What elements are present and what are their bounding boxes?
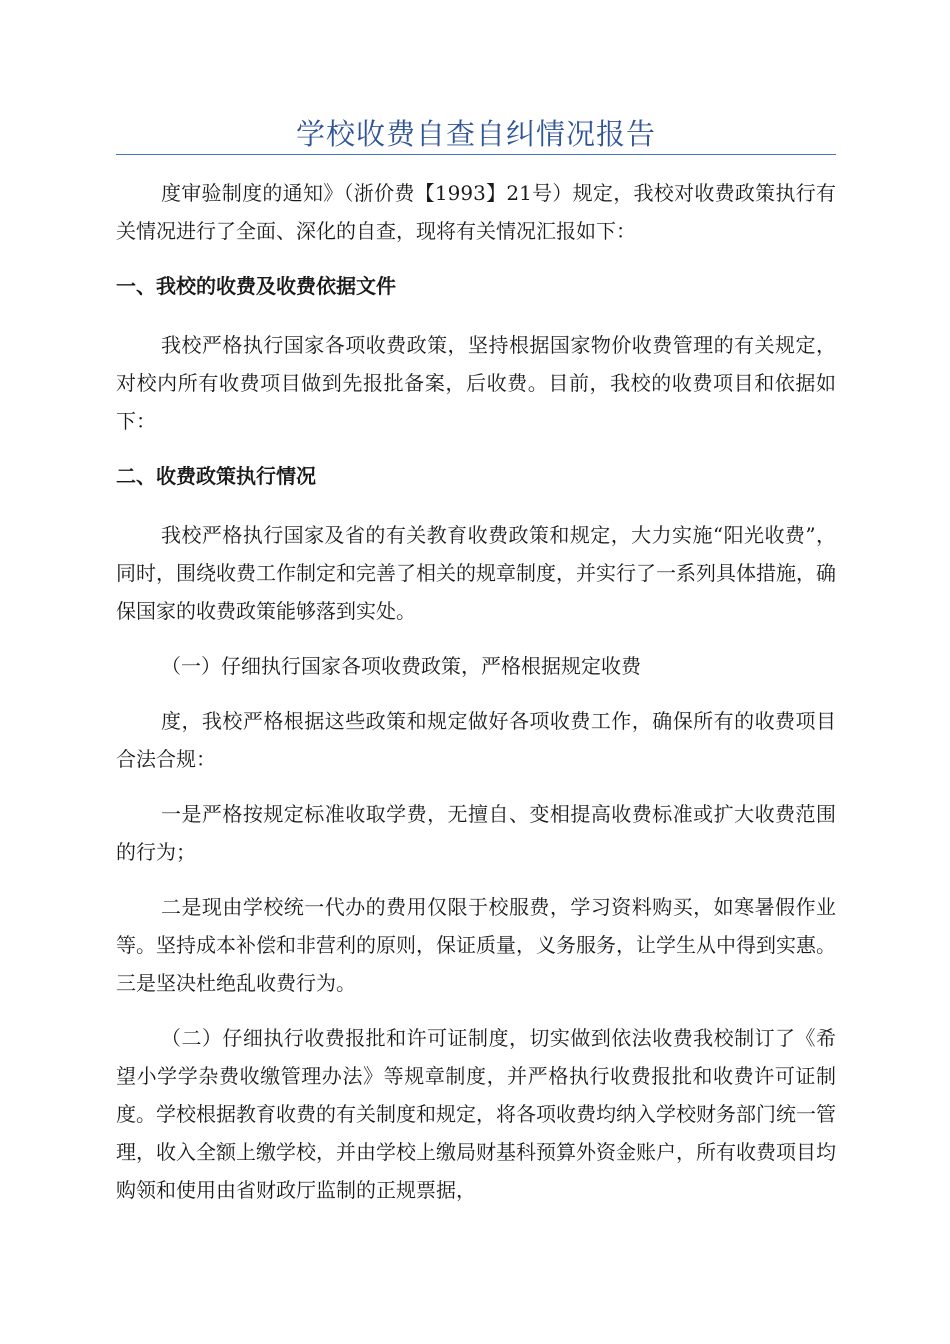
body-paragraph: （二）仔细执行收费报批和许可证制度，切实做到依法收费我校制订了《希望小学学杂费收缴管理办法》等规章制度，并严格执行收费报批和收费许可证制度。学校根据教育收费的有关制度和规定，将各项收费均纳入学校财务部门统一管理，收入全额上缴学校，并由学校上缴局财基科预算外资金账户，所有收费项目均购领和使用由省财政厅监制的正规票据，	[116, 1026, 836, 1202]
document-title: 学校收费自查自纠情况报告	[295, 117, 656, 151]
body-paragraph: 度审验制度的通知》（浙价费【1993】21号）规定，我校对收费政策执行有关情况进行了全面、深化的自查，现将有关情况汇报如下：	[116, 181, 836, 243]
body-paragraph: 我校严格执行国家及省的有关教育收费政策和规定，大力实施“阳光收费”，同时，围绕收费工作制定和完善了相关的规章制度，并实行了一系列具体措施，确保国家的收费政策能够落到实处。	[116, 523, 836, 623]
body-paragraph: 度，我校严格根据这些政策和规定做好各项收费工作，确保所有的收费项目合法合规：	[116, 709, 836, 771]
body-paragraph: （一）仔细执行国家各项收费政策，严格根据规定收费	[161, 654, 641, 678]
section-heading: 二、收费政策执行情况	[116, 464, 316, 488]
body-paragraph: 二是现由学校统一代办的费用仅限于校服费，学习资料购买，如寒暑假作业等。坚持成本补偿和非营利的原则，保证质量，义务服务，让学生从中得到实惠。三是坚决杜绝乱收费行为。	[116, 895, 836, 995]
body-paragraph: 我校严格执行国家各项收费政策，坚持根据国家物价收费管理的有关规定，对校内所有收费项目做到先报批备案，后收费。目前，我校的收费项目和依据如下：	[116, 333, 836, 433]
body-paragraph: 一是严格按规定标准收取学费，无擅自、变相提高收费标准或扩大收费范围的行为；	[116, 802, 836, 864]
title-underline	[116, 154, 836, 155]
section-heading: 一、我校的收费及收费依据文件	[116, 274, 396, 298]
document-body	[116, 174, 836, 1226]
